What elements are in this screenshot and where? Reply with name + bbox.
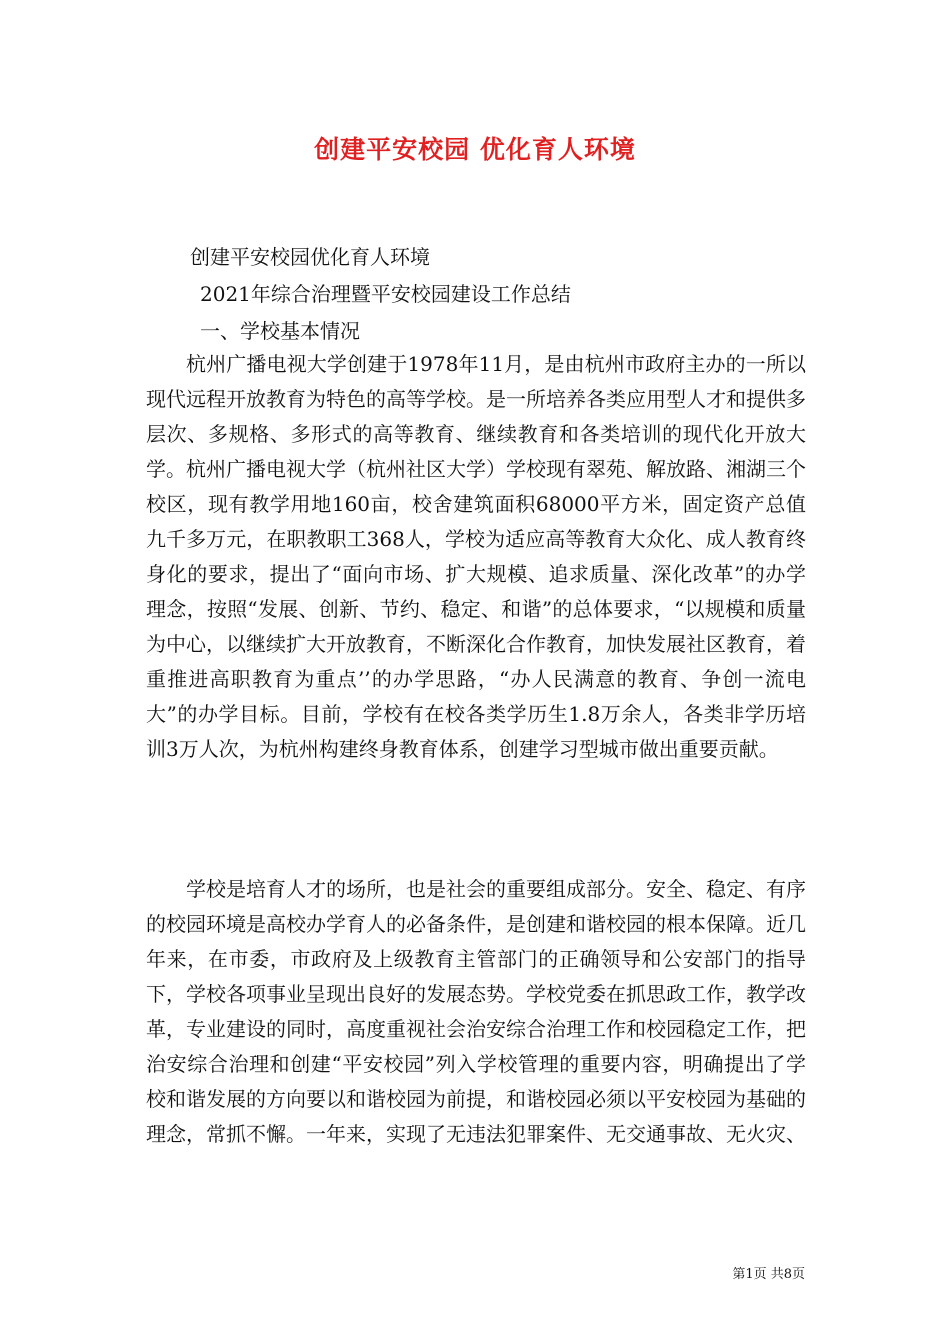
subtitle-line-2: 2021年综合治理暨平安校园建设工作总结: [200, 282, 571, 306]
document-title: 创建平安校园 优化育人环境: [314, 135, 636, 164]
paragraph-school-overview: 杭州广播电视大学创建于1978年11月，是由杭州市政府主办的一所以现代远程开放教育为特色的高等学校。是一所培养各类应用型人才和提供多层次、多规格、多形式的高等教育、继续教育和各类培训的现代化开放大学。杭州广播电视大学（杭州社区大学）学校现有翠苑、解放路、湘湖三个校区，现有教学用地160亩，校舍建筑面积68000平方米，固定资产总值九千多万元，在职教职工368人，学校为适应高等教育大众化、成人教育终身化的要求，提出了“面向市场、扩大规模、追求质量、深化改革”的办学理念，按照“发展、创新、节约、稳定、和谐”的总体要求，“以规模和质量为中心，以继续扩大开放教育，不断深化合作教育，加快发展社区教育，着重推进高职教育为重点’’的办学思路，“办人民满意的教育、争创一流电大”的办学目标。目前，学校有在校各类学历生1.8万余人，各类非学历培训3万人次，为杭州构建终身教育体系，创建学习型城市做出重要贡献。: [146, 352, 806, 761]
section-heading: 一、学校基本情况: [200, 319, 360, 343]
subtitle-line-1: 创建平安校园优化育人环境: [190, 245, 430, 269]
paragraph-safe-campus: 学校是培育人才的场所，也是社会的重要组成部分。安全、稳定、有序的校园环境是高校办学育人的必备条件，是创建和谐校园的根本保障。近几年来，在市委，市政府及上级教育主管部门的正确领导和公安部门的指导下，学校各项事业呈现出良好的发展态势。学校党委在抓思政工作，教学改革，专业建设的同时，高度重视社会治安综合治理工作和校园稳定工作，把治安综合治理和创建“平安校园”列入学校管理的重要内容，明确提出了学校和谐发展的方向要以和谐校园为前提，和谐校园必须以平安校园为基础的理念，常抓不懈。一年来，实现了无违法犯罪案件、无交通事故、无火灾、: [146, 877, 806, 1146]
page-number-footer: 第1页 共8页: [732, 1267, 805, 1282]
